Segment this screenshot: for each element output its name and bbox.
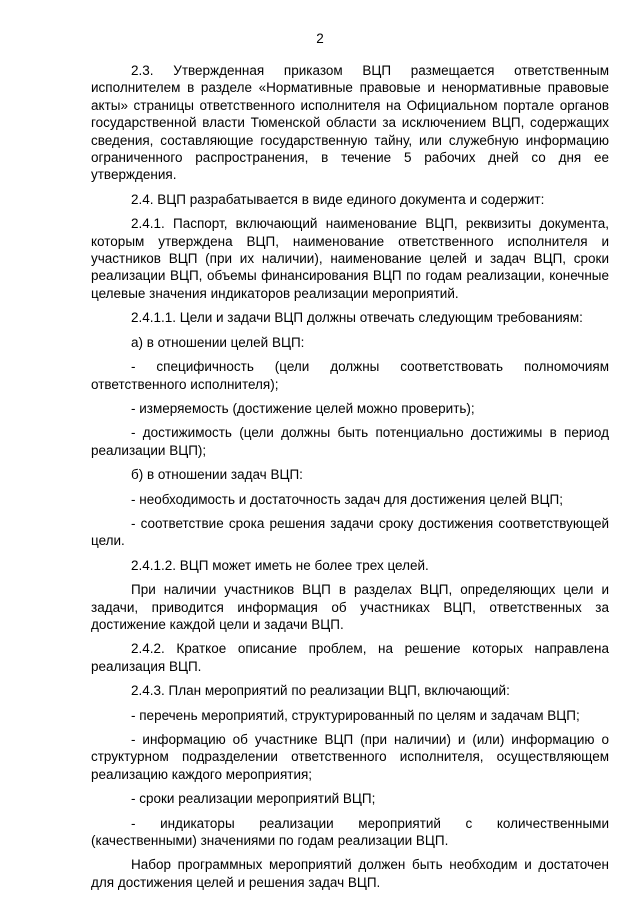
list-item-indicators: - индикаторы реализации мероприятий с количественными (качественными) значениями по годам реализации ВЦП. — [91, 815, 609, 849]
paragraph-tasks-heading: б) в отношении задач ВЦП: — [131, 467, 303, 483]
page-number: 2 — [316, 31, 324, 46]
paragraph-2-4-1-2: 2.4.1.2. ВЦП может иметь не более трех целей. — [131, 557, 429, 573]
list-item-specificity: - специфичность (цели должны соответствовать полномочиям ответственного исполнителя); — [91, 359, 609, 392]
list-item-deadline-match: - соответствие срока решения задачи сроку достижения соответствующей цели. — [91, 515, 609, 549]
list-item-deadlines: - сроки реализации мероприятий ВЦП; — [131, 791, 376, 807]
document-body — [91, 62, 609, 898]
paragraph-2-4: 2.4. ВЦП разрабатывается в виде единого документа и содержит: — [131, 191, 545, 207]
paragraph-activities-set: Набор программных мероприятий должен быть необходим и достаточен для достижения целей и решения задач ВЦП. — [91, 857, 609, 890]
paragraph-2-4-3: 2.4.3. План мероприятий по реализации ВЦП, включающий: — [131, 683, 510, 699]
paragraph-2-3: 2.3. Утвержденная приказом ВЦП размещается ответственным исполнителем в разделе «Нормативные правовые и ненормативные правовые акты» страницы ответственного исполнителя на Официальном портале органов государственной власти Тюменской области за исключением ВЦП, содержащих сведения, составляющие государственную тайну, или служебную информацию ограниченного распространения, в течение 5 рабочих дней со дня ее утверждения. — [91, 63, 609, 183]
paragraph-goals-heading: а) в отношении целей ВЦП: — [131, 334, 305, 350]
paragraph-participants: При наличии участников ВЦП в разделах ВЦП, определяющих цели и задачи, приводится информация об участниках ВЦП, ответственных за достижение каждой цели и задачи ВЦП. — [91, 582, 609, 632]
paragraph-2-4-1: 2.4.1. Паспорт, включающий наименование ВЦП, реквизиты документа, которым утверждена ВЦП, наименование ответственного исполнителя и участников ВЦП (при их наличии), наименование целей и задач ВЦП, сроки реализации ВЦП, объемы финансирования ВЦП по годам реализации, конечные целевые значения индикаторов реализации мероприятий. — [91, 216, 609, 301]
list-item-activities-list: - перечень мероприятий, структурированный по целям и задачам ВЦП; — [131, 707, 580, 723]
list-item-necessity: - необходимость и достаточность задач для достижения целей ВЦП; — [131, 491, 563, 507]
paragraph-2-4-2: 2.4.2. Краткое описание проблем, на решение которых направлена реализация ВЦП. — [91, 641, 609, 674]
list-item-achievability: - достижимость (цели должны быть потенциально достижимы в период реализации ВЦП); — [91, 425, 609, 458]
list-item-measurability: - измеряемость (достижение целей можно проверить); — [131, 400, 475, 416]
paragraph-2-4-1-1: 2.4.1.1. Цели и задачи ВЦП должны отвечать следующим требованиям: — [131, 310, 583, 326]
list-item-participant-info: - информацию об участнике ВЦП (при наличии) и (или) информацию о структурном подразделении ответственного исполнителя, осуществляющем реализацию каждого мероприятия; — [91, 732, 609, 782]
